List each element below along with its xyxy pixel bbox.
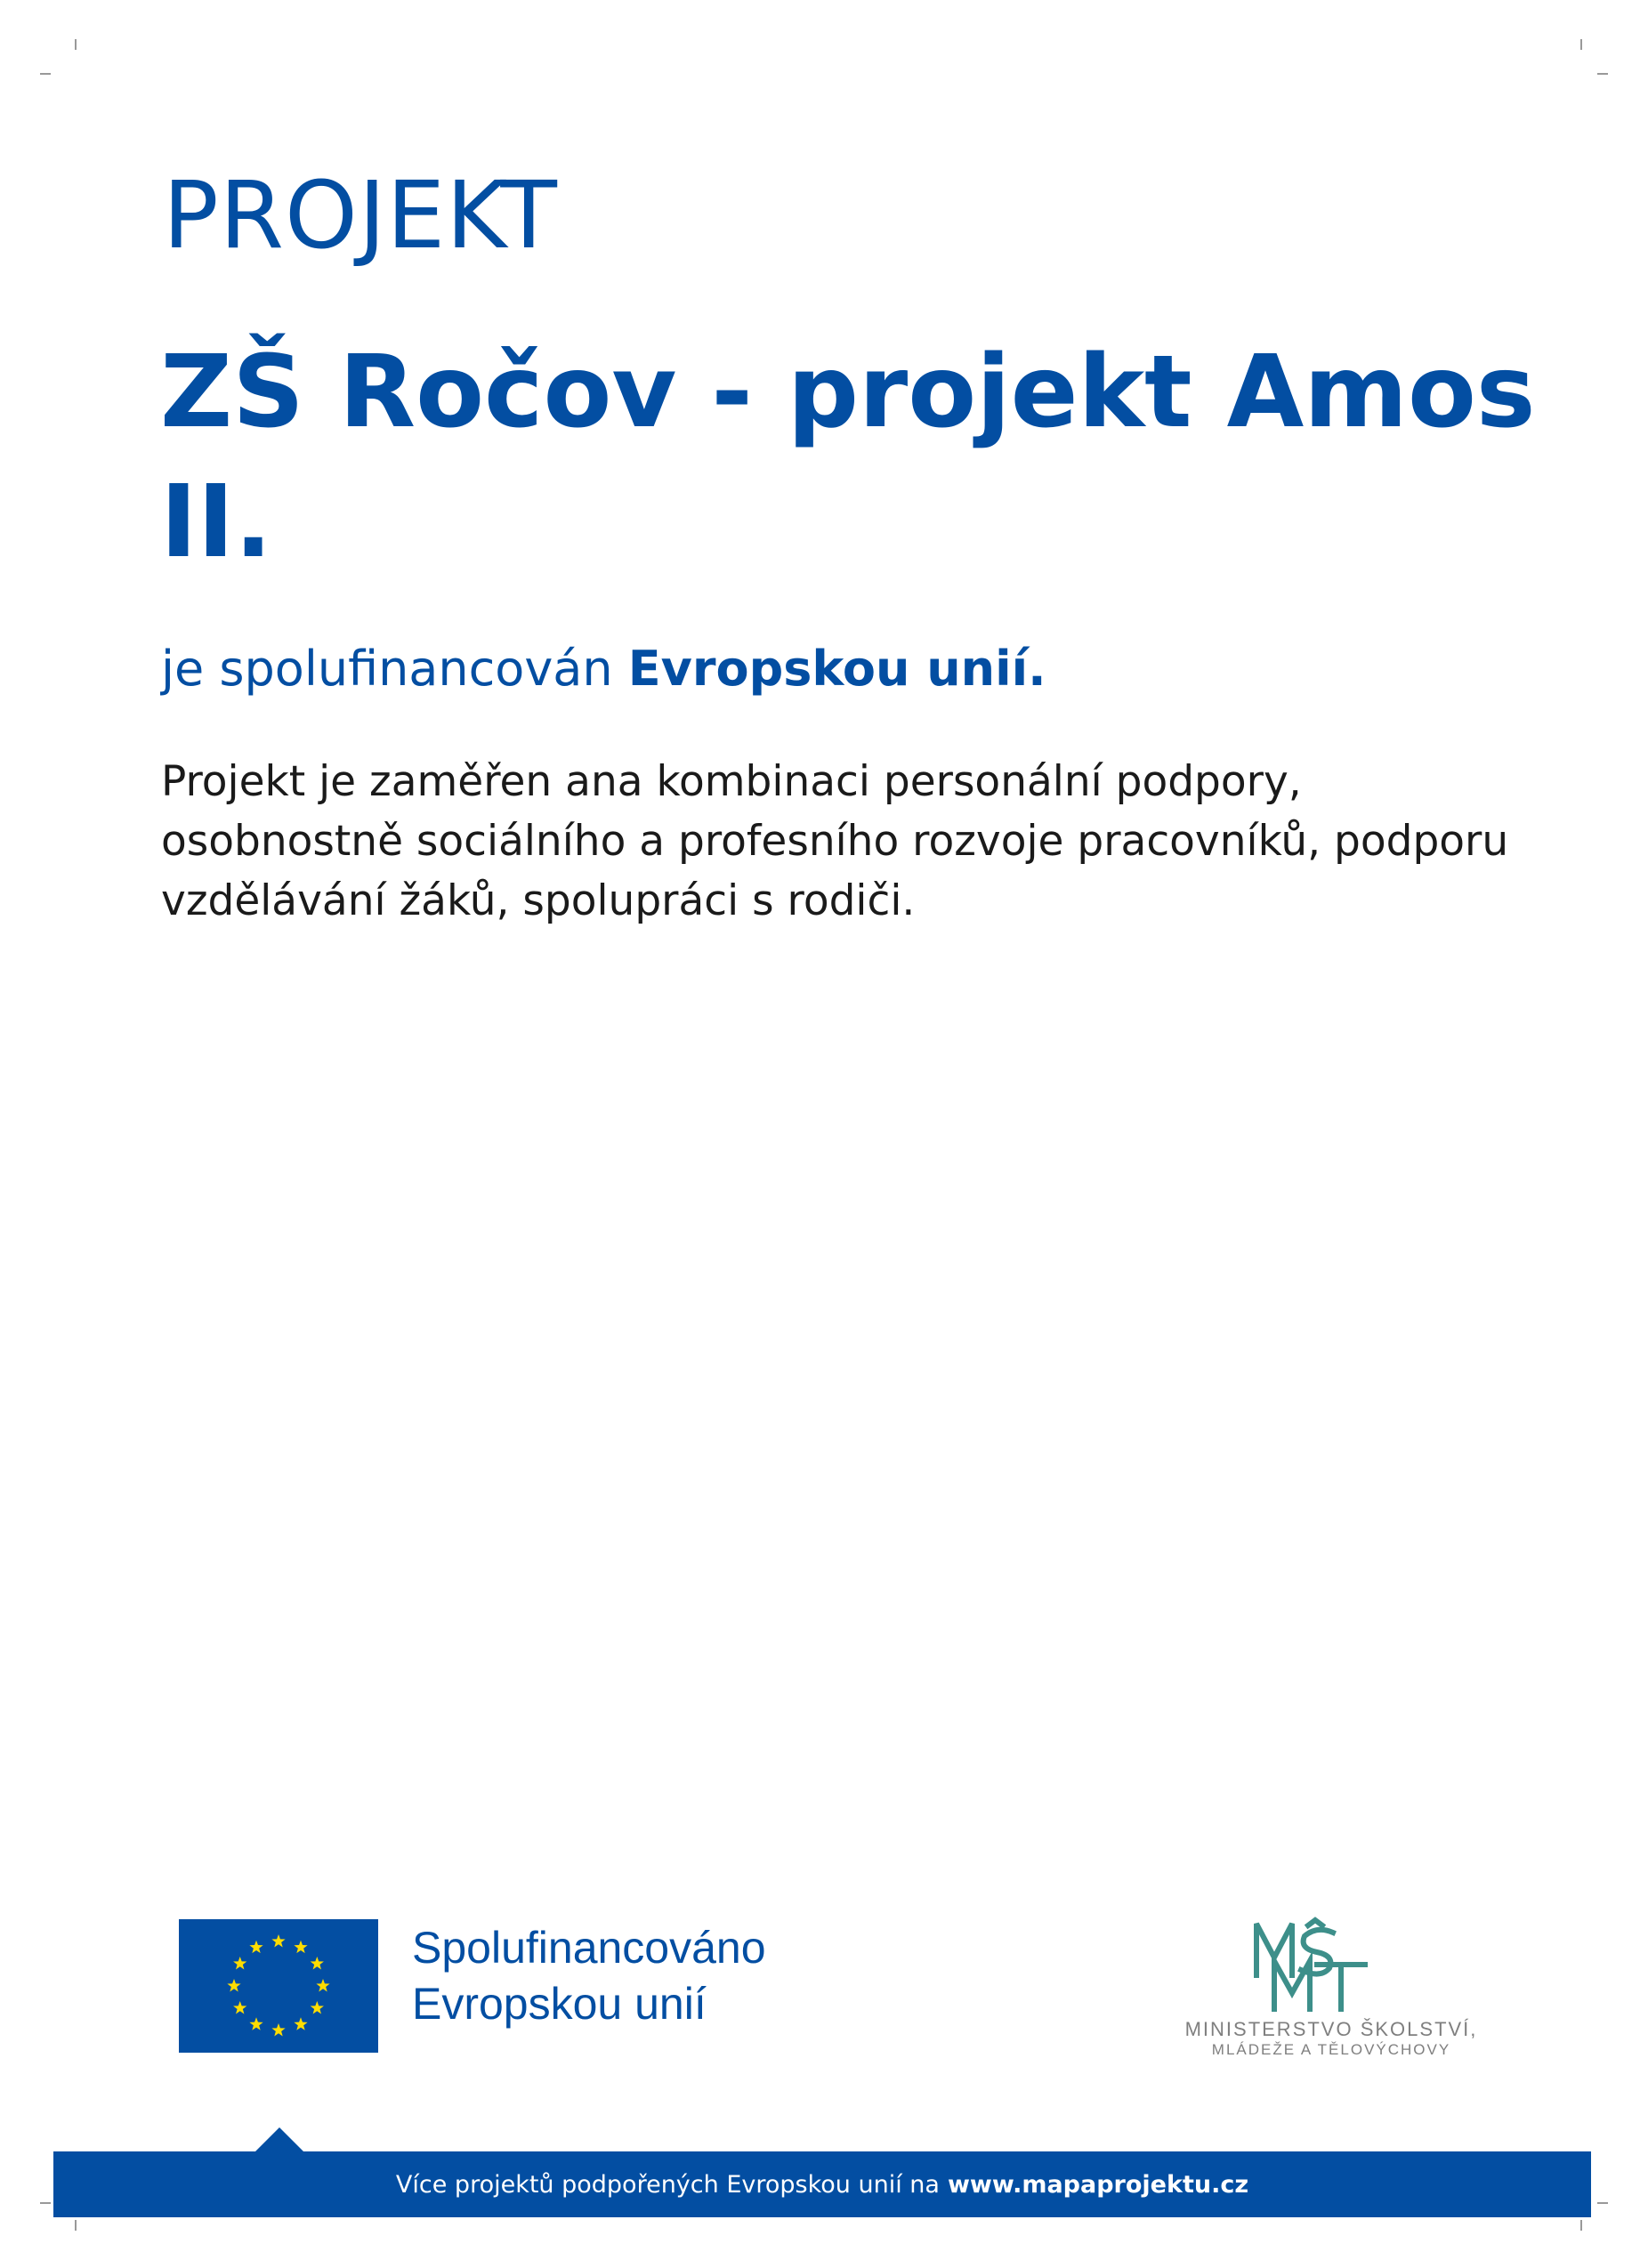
- crop-mark: [40, 73, 51, 75]
- eu-star-icon: [233, 2001, 246, 2014]
- crop-mark: [75, 2220, 77, 2231]
- project-description: Projekt je zaměřen ana kombinaci personální podpory, osobnostně sociálního a profesního rozvoje pracovníků, podporu vzdělávání žáků, spolupráci s rodiči.: [161, 757, 1509, 925]
- eu-star-icon: [294, 2017, 307, 2030]
- eu-cofinanced-label: [412, 1920, 766, 2032]
- eu-label-line2: Evropskou unií: [412, 1979, 707, 2029]
- eu-star-icon: [311, 2001, 324, 2014]
- eu-star-icon: [249, 1941, 263, 1953]
- crop-mark: [1580, 39, 1582, 50]
- eu-star-icon: [233, 1957, 246, 1969]
- crop-mark: [1597, 2202, 1608, 2204]
- eu-star-icon: [271, 2023, 285, 2036]
- poster-kicker: PROJEKT: [163, 161, 558, 270]
- crop-mark: [1580, 2220, 1582, 2231]
- eu-star-icon: [294, 1941, 307, 1953]
- subtitle-emphasis: Evropskou unií.: [627, 641, 1046, 697]
- footer-text: Více projektů podpořených Evropskou unií na: [395, 2170, 940, 2199]
- msmt-label-line2: MLÁDEŽE A TĚLOVÝCHOVY: [1211, 2041, 1451, 2058]
- crop-mark: [1597, 73, 1608, 75]
- eu-label-line1: Spolufinancováno: [412, 1923, 766, 1973]
- crop-mark: [75, 39, 77, 50]
- eu-star-icon: [227, 1979, 240, 1991]
- eu-star-icon: [249, 2017, 263, 2030]
- poster-title: ZŠ Ročov - projekt Amos II.: [160, 335, 1536, 580]
- eu-star-icon: [271, 1934, 285, 1947]
- footer-link[interactable]: www.mapaprojektu.cz: [947, 2170, 1249, 2199]
- crop-mark: [40, 2202, 51, 2204]
- eu-flag-icon: [179, 1919, 378, 2053]
- msmt-label-line1: MINISTERSTVO ŠKOLSTVÍ,: [1184, 2018, 1478, 2040]
- footer-notch: [254, 2127, 304, 2152]
- eu-star-icon: [316, 1979, 329, 1991]
- poster-subtitle: [161, 641, 1046, 698]
- footer-bar: [53, 2151, 1591, 2217]
- subtitle-prefix: je spolufinancován: [161, 641, 613, 697]
- eu-star-icon: [311, 1957, 324, 1969]
